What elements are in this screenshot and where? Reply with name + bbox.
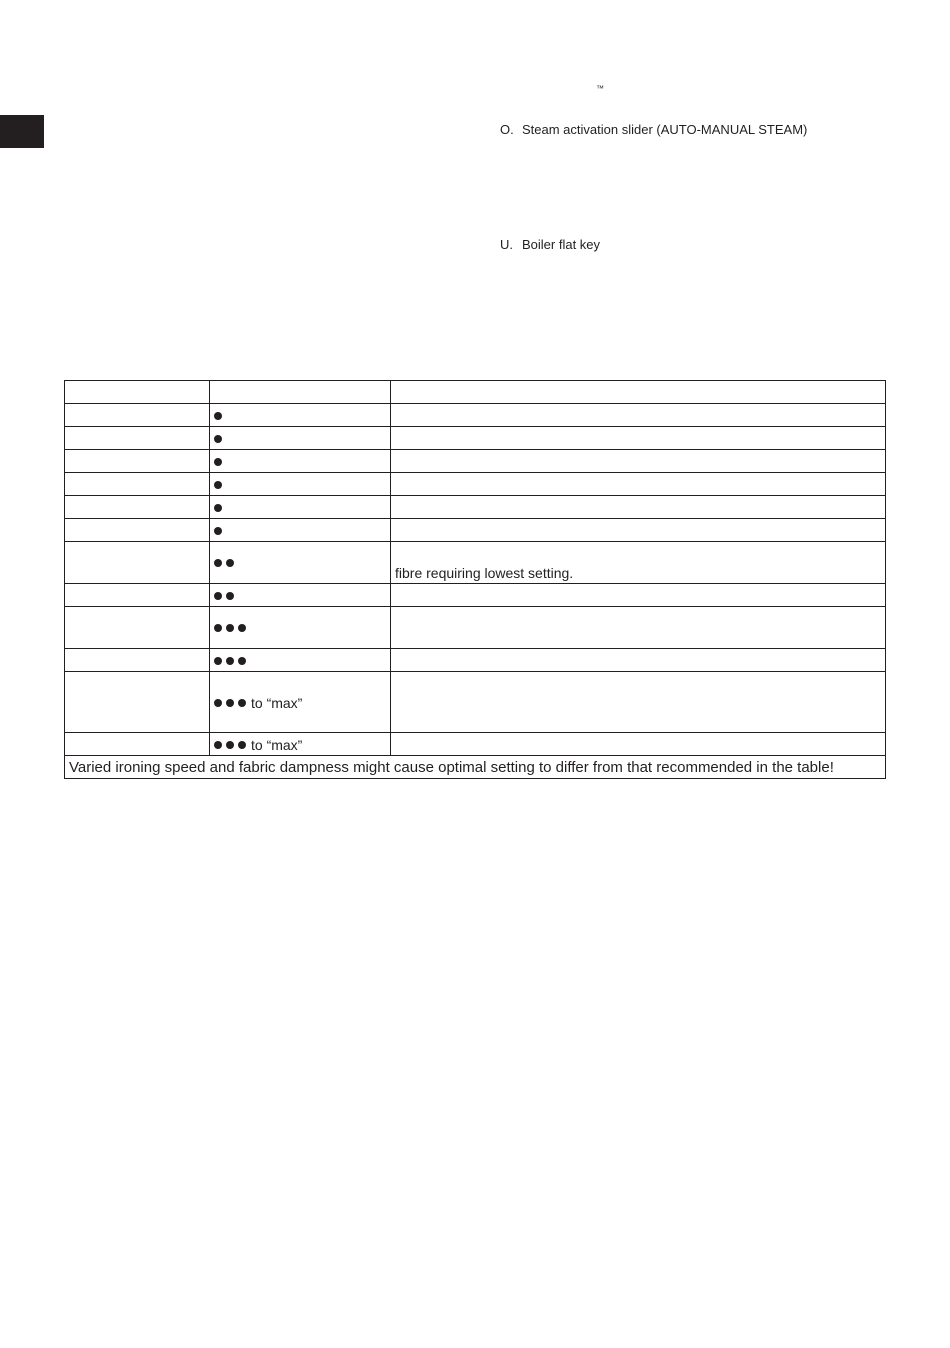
- notes-cell: [391, 519, 886, 542]
- temperature-cell: [210, 427, 391, 450]
- table-row: [65, 519, 886, 542]
- temperature-dot-icon: [214, 741, 222, 749]
- temperature-dot-icon: [226, 699, 234, 707]
- temperature-dots: [214, 429, 226, 445]
- part-text: Boiler flat key: [522, 237, 601, 252]
- temperature-cell: [210, 542, 391, 584]
- notes-cell: [391, 473, 886, 496]
- table-row: [65, 584, 886, 607]
- temperature-dot-icon: [238, 699, 246, 707]
- temperature-dot-icon: [214, 624, 222, 632]
- fabric-cell: [65, 672, 210, 733]
- temperature-dots: [214, 586, 238, 602]
- header-cell: [65, 381, 210, 404]
- temperature-cell: [210, 450, 391, 473]
- temperature-dots: [214, 498, 226, 514]
- temperature-cell: [210, 519, 391, 542]
- temperature-cell: [210, 584, 391, 607]
- table-footer-note: Varied ironing speed and fabric dampness might cause optimal setting to differ from that recommended in the table!: [65, 756, 886, 779]
- temperature-dots: [214, 521, 226, 537]
- temperature-dot-icon: [214, 435, 222, 443]
- temperature-dot-icon: [214, 412, 222, 420]
- temperature-dots: [214, 619, 250, 635]
- temperature-cell: [210, 496, 391, 519]
- notes-cell: [391, 607, 886, 649]
- temperature-dots: [214, 693, 250, 709]
- temperature-cell: [210, 733, 391, 756]
- temperature-dots: [214, 651, 250, 667]
- temperature-dot-icon: [226, 559, 234, 567]
- notes-cell: [391, 672, 886, 733]
- temperature-dot-icon: [214, 559, 222, 567]
- temperature-dots: [214, 735, 250, 751]
- notes-cell: [391, 496, 886, 519]
- part-item-u: [500, 237, 600, 252]
- temperature-dots: [214, 554, 238, 570]
- temperature-dot-icon: [214, 657, 222, 665]
- table-header-row: [65, 381, 886, 404]
- part-item-o: [500, 122, 807, 137]
- temperature-dot-icon: [214, 458, 222, 466]
- notes-cell: [391, 427, 886, 450]
- temperature-dot-icon: [226, 657, 234, 665]
- table-row: [65, 672, 886, 733]
- fabric-cell: [65, 649, 210, 672]
- temperature-dots: [214, 452, 226, 468]
- fabric-cell: [65, 496, 210, 519]
- header-cell: [391, 381, 886, 404]
- table-row: [65, 404, 886, 427]
- notes-cell: [391, 584, 886, 607]
- part-letter: U.: [500, 237, 513, 252]
- fabric-cell: [65, 473, 210, 496]
- temperature-dot-icon: [226, 741, 234, 749]
- temperature-dot-icon: [226, 592, 234, 600]
- temperature-dots: [214, 475, 226, 491]
- temperature-dot-icon: [214, 527, 222, 535]
- header-cell: [210, 381, 391, 404]
- temperature-dot-icon: [226, 624, 234, 632]
- notes-cell: fibre requiring lowest setting.: [391, 542, 886, 584]
- notes-cell: [391, 733, 886, 756]
- fabric-cell: [65, 584, 210, 607]
- notes-cell: [391, 649, 886, 672]
- temperature-cell: [210, 672, 391, 733]
- fabric-cell: [65, 542, 210, 584]
- table-row: [65, 607, 886, 649]
- table-row: [65, 649, 886, 672]
- temperature-cell: [210, 473, 391, 496]
- temperature-cell: [210, 649, 391, 672]
- fabric-cell: [65, 607, 210, 649]
- temperature-dot-icon: [214, 699, 222, 707]
- notes-cell: [391, 450, 886, 473]
- section-tab: [0, 115, 44, 148]
- temperature-dot-icon: [214, 481, 222, 489]
- fabric-cell: [65, 519, 210, 542]
- temperature-dot-icon: [214, 504, 222, 512]
- fabric-cell: [65, 427, 210, 450]
- fabric-cell: [65, 404, 210, 427]
- temperature-cell: [210, 404, 391, 427]
- table-row: [65, 473, 886, 496]
- fabric-cell: [65, 450, 210, 473]
- ironing-settings-table: [64, 380, 886, 779]
- temperature-dot-icon: [238, 657, 246, 665]
- temperature-dot-icon: [238, 624, 246, 632]
- temperature-cell: [210, 607, 391, 649]
- notes-cell: [391, 404, 886, 427]
- part-letter: O.: [500, 122, 514, 137]
- temperature-dot-icon: [214, 592, 222, 600]
- part-text: Steam activation slider (AUTO-MANUAL STEAM): [522, 122, 808, 137]
- temperature-suffix: to “max”: [251, 694, 303, 711]
- table-footer-row: [65, 756, 886, 779]
- table-row: [65, 496, 886, 519]
- temperature-suffix: to “max”: [251, 736, 303, 753]
- table-row: [65, 427, 886, 450]
- trademark-mark: ™: [596, 84, 605, 93]
- fabric-cell: [65, 733, 210, 756]
- table-row: [65, 542, 886, 584]
- temperature-dot-icon: [238, 741, 246, 749]
- table-row: [65, 733, 886, 756]
- temperature-dots: [214, 406, 226, 422]
- table-row: [65, 450, 886, 473]
